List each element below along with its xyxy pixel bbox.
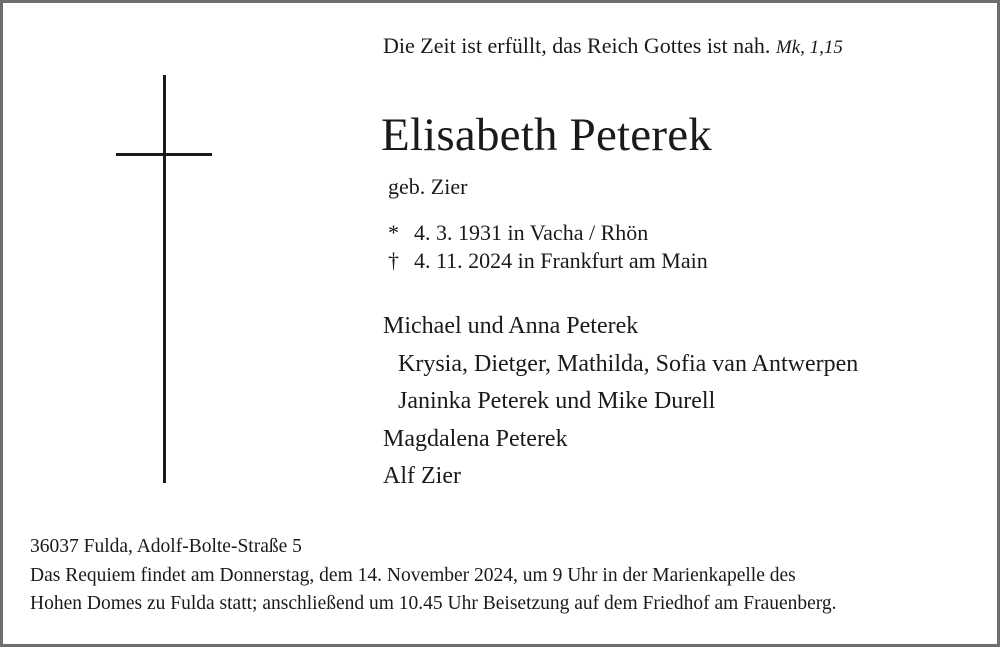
service-details-line-2: Hohen Domes zu Fulda statt; anschließend um 10.45 Uhr Beisetzung auf dem Friedhof am Frauenberg. — [30, 593, 837, 614]
verse-text: Die Zeit ist erfüllt, das Reich Gottes ist nah. — [383, 33, 771, 58]
mourner-entry: Michael und Anna Peterek — [383, 313, 639, 339]
death-line — [388, 248, 708, 274]
mourners-list — [383, 308, 858, 496]
birth-date-place: 4. 3. 1931 in Vacha / Rhön — [414, 220, 649, 245]
deceased-name: Elisabeth Peterek — [381, 109, 712, 161]
death-date-place: 4. 11. 2024 in Frankfurt am Main — [414, 248, 708, 273]
footer-info — [30, 533, 837, 619]
mourner-entry: Krysia, Dietger, Mathilda, Sofia van Antwerpen — [398, 350, 859, 377]
birth-line — [388, 220, 648, 246]
family-address: 36037 Fulda, Adolf-Bolte-Straße 5 — [30, 536, 302, 557]
cross-vertical-bar — [163, 75, 166, 483]
mourner-entry: Alf Zier — [383, 463, 461, 489]
mourner-entry: Magdalena Peterek — [383, 425, 568, 452]
death-symbol: † — [388, 248, 399, 273]
bible-verse — [383, 33, 843, 59]
maiden-name: geb. Zier — [388, 174, 468, 199]
cross-horizontal-bar — [116, 153, 212, 156]
service-details-line-1: Das Requiem findet am Donnerstag, dem 14. November 2024, um 9 Uhr in der Marienkapelle des — [30, 564, 796, 586]
verse-reference: Mk, 1,15 — [775, 37, 843, 58]
mourner-entry: Janinka Peterek und Mike Durell — [398, 388, 716, 414]
birth-symbol: * — [388, 220, 399, 245]
